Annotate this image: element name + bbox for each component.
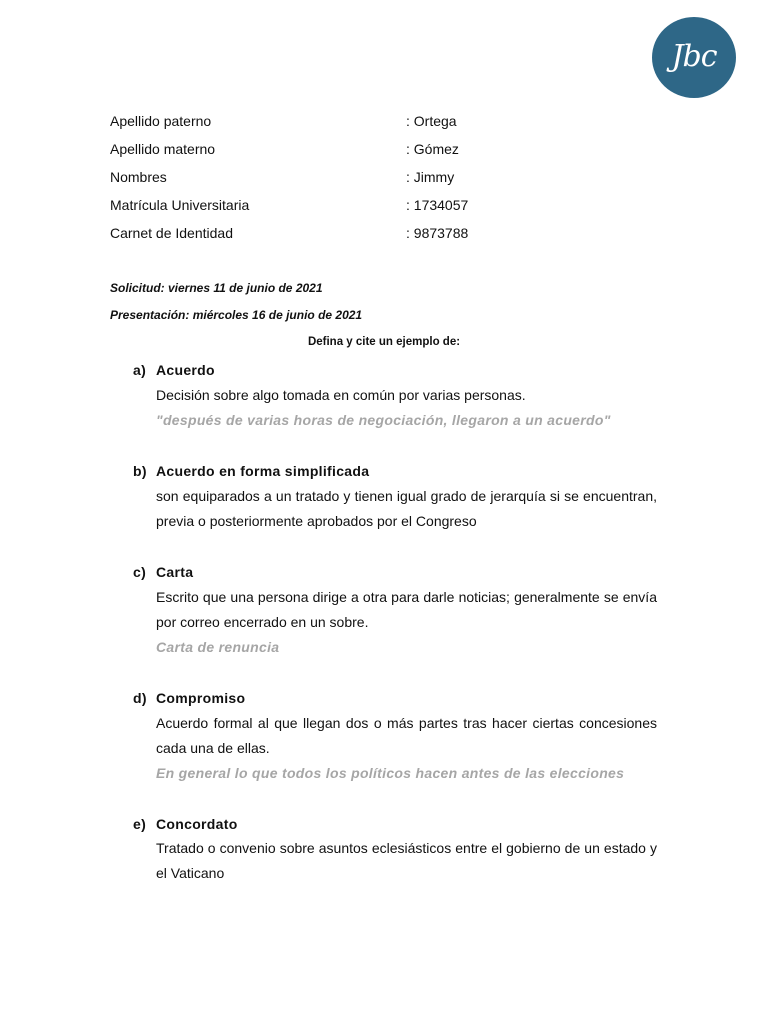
term-title-acuerdo-simplificada [133, 463, 369, 479]
instruction-heading: Defina y cite un ejemplo de: [307, 336, 461, 348]
info-value: : Ortega [406, 113, 457, 129]
term-definition-acuerdo-simplificada: son equiparados a un tratado y tienen igual grado de jerarquía si se encuentran, previa o posteriormente aprobados por el Congreso [156, 488, 657, 529]
term-definition-compromiso: Acuerdo formal al que llegan dos o más partes tras hacer ciertas concesiones cada una de ellas. [156, 715, 657, 756]
term-title-acuerdo [133, 362, 215, 378]
info-row-apellido-paterno [110, 113, 670, 133]
info-value: : 9873788 [406, 225, 469, 241]
solicitud-date: Solicitud: viernes 11 de junio de 2021 [110, 281, 323, 295]
info-row-matricula [110, 197, 670, 217]
info-label: Carnet de Identidad [110, 225, 233, 241]
term-title-text: Concordato [156, 816, 238, 832]
term-letter: d) [133, 690, 147, 706]
term-definition-concordato: Tratado o convenio sobre asuntos eclesiásticos entre el gobierno de un estado y el Vaticano [156, 840, 657, 881]
term-title-compromiso [133, 690, 245, 706]
presentacion-date: Presentación: miércoles 16 de junio de 2021 [110, 308, 363, 322]
info-row-nombres [110, 169, 670, 189]
term-letter: c) [133, 564, 147, 580]
term-title-text: Acuerdo en forma simplificada [156, 463, 370, 479]
info-label: Nombres [110, 169, 167, 185]
info-label: Matrícula Universitaria [110, 197, 250, 213]
term-letter: b) [133, 463, 147, 479]
term-title-concordato [133, 816, 238, 832]
term-example-acuerdo: "después de varias horas de negociación, llegaron a un acuerdo" [156, 412, 611, 428]
info-value: : 1734057 [406, 197, 469, 213]
info-label: Apellido paterno [110, 113, 212, 129]
term-example-carta: Carta de renuncia [156, 639, 280, 655]
term-definition-acuerdo: Decisión sobre algo tomada en común por varias personas. [156, 387, 526, 403]
term-example-compromiso: En general lo que todos los políticos hacen antes de las elecciones [156, 765, 625, 781]
term-title-carta [133, 564, 193, 580]
info-value: : Jimmy [406, 169, 455, 185]
info-row-carnet [110, 225, 670, 245]
term-definition-carta: Escrito que una persona dirige a otra para darle noticias; generalmente se envía por correo encerrado en un sobre. [156, 589, 657, 630]
logo-text: Jbc [671, 39, 717, 74]
term-title-text: Compromiso [156, 690, 246, 706]
term-title-text: Acuerdo [156, 362, 215, 378]
info-row-apellido-materno [110, 141, 670, 161]
term-letter: a) [133, 362, 147, 378]
info-value: : Gómez [406, 141, 459, 157]
jbc-logo [652, 17, 736, 98]
info-label: Apellido materno [110, 141, 216, 157]
term-letter: e) [133, 816, 147, 832]
term-title-text: Carta [156, 564, 194, 580]
